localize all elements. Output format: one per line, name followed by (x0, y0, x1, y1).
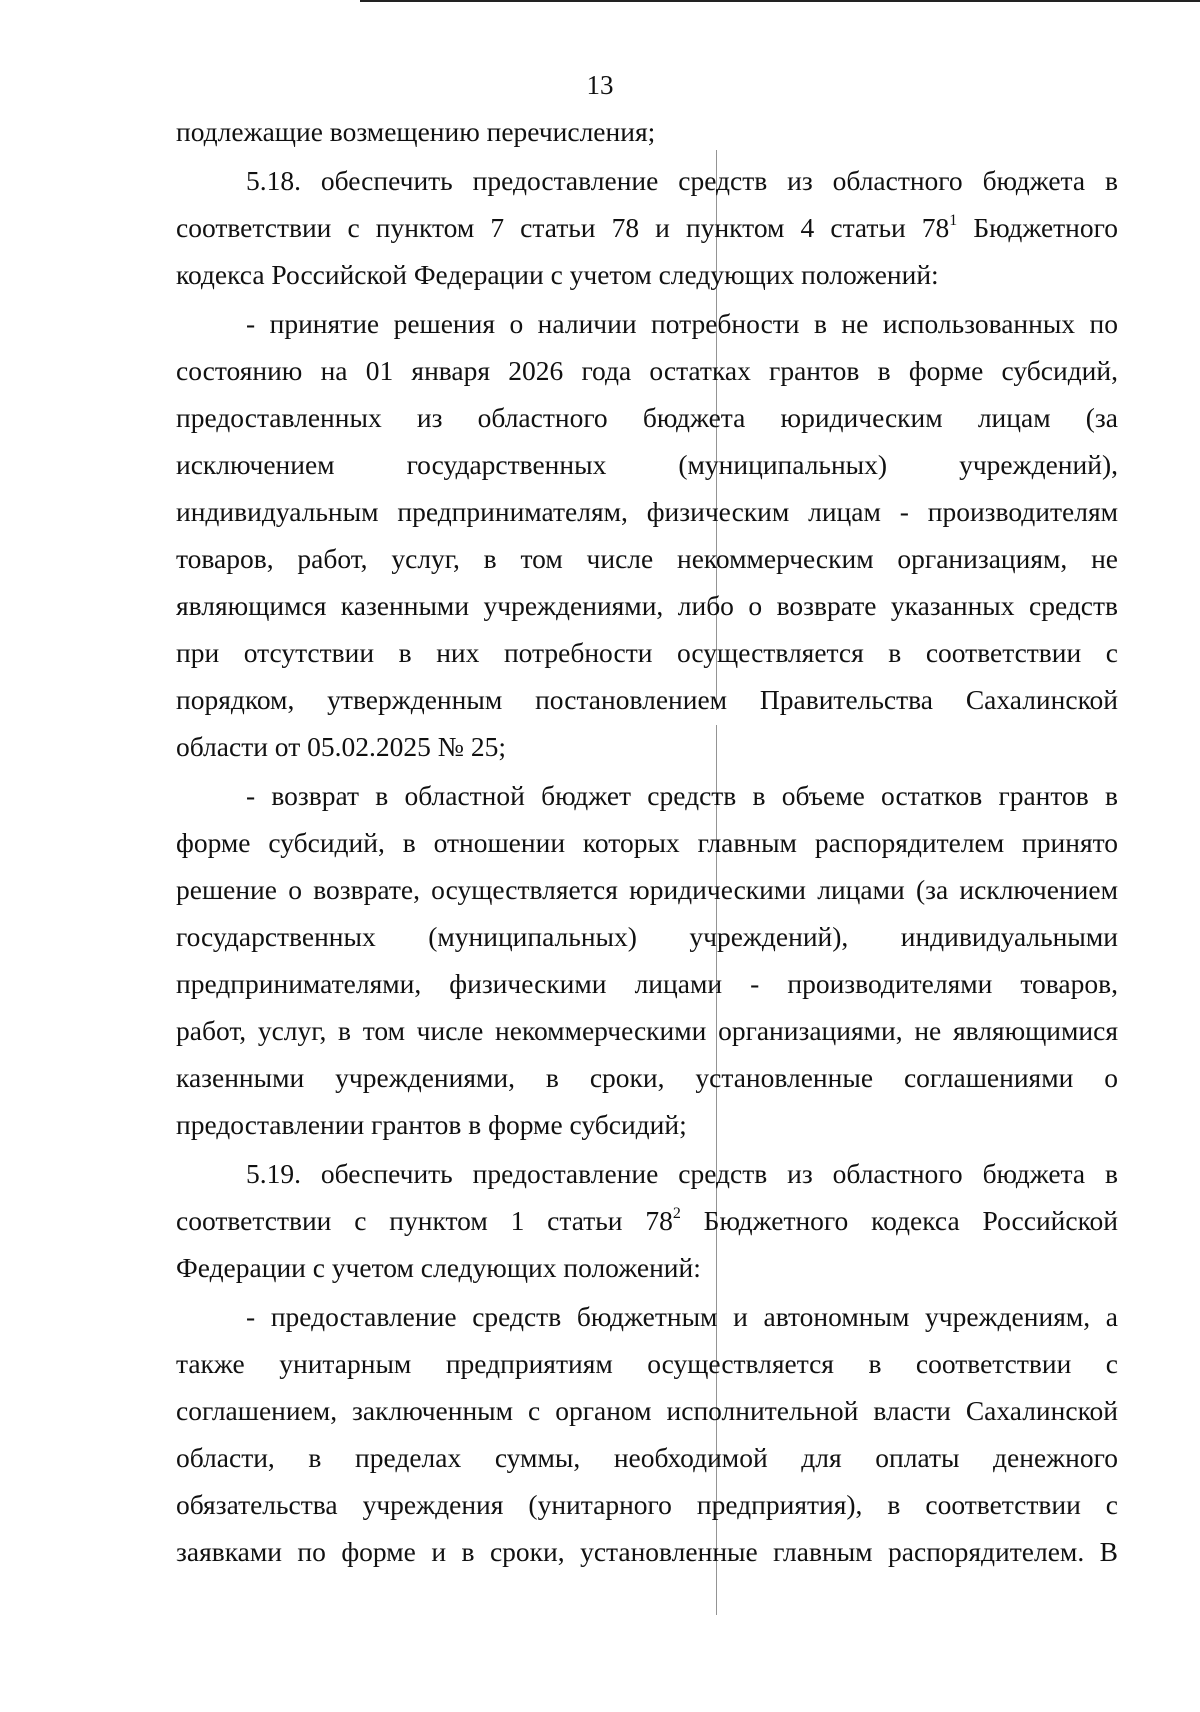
text-line: обязательства учреждения (унитарного предприятия), в соответствии с (176, 1489, 1118, 1520)
text-line: предоставлении грантов в форме субсидий; (176, 1109, 687, 1140)
text-line: форме субсидий, в отношении которых главным распорядителем принято (176, 827, 1118, 858)
text-line: государственных (муниципальных) учреждений), индивидуальными (176, 921, 1118, 952)
text-line: подлежащие возмещению перечисления; (176, 116, 656, 147)
text-line: - предоставление средств бюджетным и автономным учреждениям, а (246, 1301, 1118, 1332)
text-line: при отсутствии в них потребности осуществляется в соответствии с (176, 637, 1118, 668)
text-line: области от 05.02.2025 № 25; (176, 731, 506, 762)
text-line: индивидуальным предпринимателям, физическим лицам - производителям (176, 496, 1118, 527)
text-line: соответствии с пунктом 1 статьи $78^2$ Бюджетного кодекса Российской (176, 1204, 1118, 1236)
text-line: области, в пределах суммы, необходимой для оплаты денежного (176, 1442, 1118, 1473)
text-line: - возврат в областной бюджет средств в объеме остатков грантов в (246, 780, 1118, 811)
text-line: заявками по форме и в сроки, установленные главным распорядителем. В (176, 1536, 1118, 1567)
top-border-line (360, 0, 1200, 2)
text-line: - принятие решения о наличии потребности в не использованных по (246, 308, 1118, 339)
text-line: состоянию на 01 января 2026 года остатках грантов в форме субсидий, (176, 355, 1118, 386)
text-line: решение о возврате, осуществляется юридическими лицами (за исключением (176, 874, 1118, 905)
text-line: кодекса Российской Федерации с учетом следующих положений: (176, 259, 939, 290)
text-line: соответствии с пунктом 7 статьи 78 и пунктом 4 статьи $78^1$ Бюджетного (176, 211, 1118, 243)
text-line: предоставленных из областного бюджета юридическим лицам (за (176, 402, 1118, 433)
text-line: казенными учреждениями, в сроки, установленные соглашениями о (176, 1062, 1118, 1093)
text-line: исключением государственных (муниципальных) учреждений), (176, 449, 1118, 480)
text-line: 5.19. обеспечить предоставление средств из областного бюджета в (246, 1158, 1118, 1189)
text-line: предпринимателями, физическими лицами - производителями товаров, (176, 968, 1118, 999)
text-line: Федерации с учетом следующих положений: (176, 1252, 701, 1283)
text-line: соглашением, заключенным с органом исполнительной власти Сахалинской (176, 1395, 1118, 1426)
text-line: порядком, утвержденным постановлением Правительства Сахалинской (176, 684, 1118, 715)
text-line: 5.18. обеспечить предоставление средств из областного бюджета в (246, 165, 1118, 196)
document-body (176, 108, 1118, 1575)
text-line: товаров, работ, услуг, в том числе некоммерческим организациям, не (176, 543, 1118, 574)
text-line: работ, услуг, в том числе некоммерческими организациями, не являющимися (176, 1015, 1118, 1046)
text-line: являющимся казенными учреждениями, либо о возврате указанных средств (176, 590, 1118, 621)
text-line: также унитарным предприятиям осуществляется в соответствии с (176, 1348, 1118, 1379)
page-number: 13 (586, 70, 614, 100)
